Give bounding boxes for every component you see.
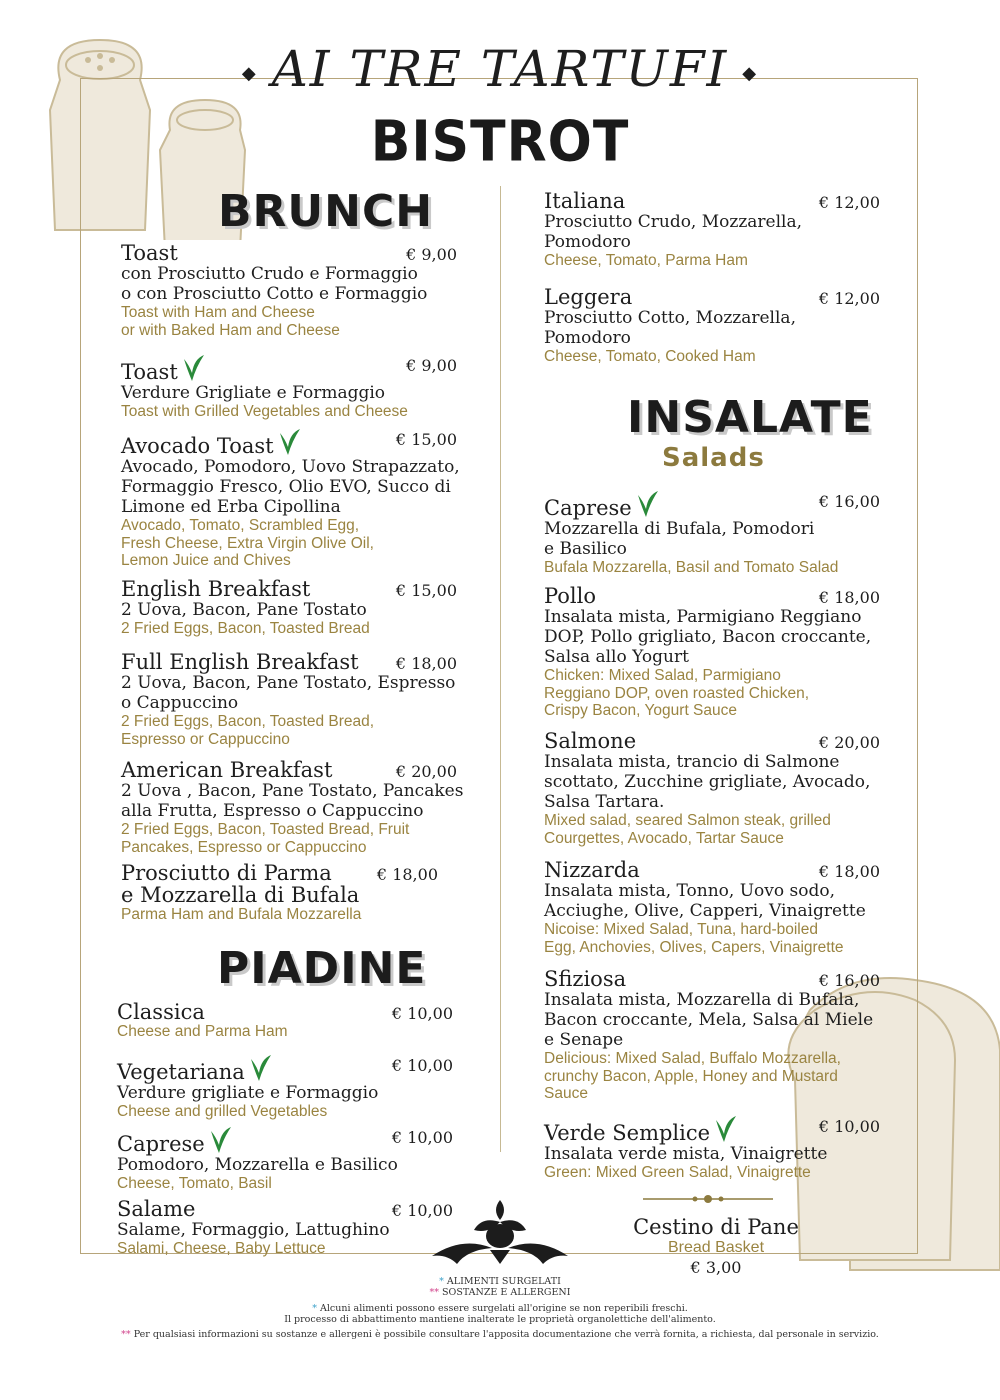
item-description-italian: Insalata mista, Mozzarella di Bufala,	[544, 990, 860, 1010]
diamond-ornament-icon: ◆	[742, 62, 759, 84]
restaurant-title	[0, 40, 1000, 98]
item-description-english: Avocado, Tomato, Scrambled Egg,	[121, 517, 360, 534]
item-name: American Breakfast	[121, 758, 333, 782]
item-name: e Mozzarella di Bufala	[121, 883, 360, 907]
item-description-italian: Insalata verde mista, Vinaigrette	[544, 1144, 828, 1164]
item-description-italian: Limone ed Erba Cipollina	[121, 497, 341, 517]
item-name: Caprese	[117, 1125, 497, 1155]
frozen-note	[0, 1303, 1000, 1325]
item-price: € 18,00	[818, 862, 880, 881]
item-price: € 20,00	[818, 733, 880, 752]
item-price: € 15,00	[395, 430, 457, 449]
item-description-italian: alla Frutta, Espresso o Cappuccino	[121, 801, 424, 821]
item-description-english: Salami, Cheese, Baby Lettuce	[117, 1240, 326, 1257]
item-price: € 16,00	[818, 971, 880, 990]
item-description-english: crunchy Bacon, Apple, Honey and Mustard	[544, 1067, 838, 1085]
item-description-italian: Formaggio Fresco, Olio EVO, Succo di	[121, 477, 451, 497]
item-description-italian: Insalata mista, Tonno, Uovo sodo,	[544, 881, 836, 901]
section-title-insalate: INSALATE	[627, 392, 873, 443]
frozen-star-icon: *	[439, 1276, 444, 1287]
item-description-italian: Pomodoro	[544, 232, 631, 252]
restaurant-subtitle: BISTROT	[370, 109, 630, 175]
item-description-italian: Verdure Grigliate e Formaggio	[121, 383, 386, 403]
item-description-english: Crispy Bacon, Yogurt Sauce	[544, 702, 738, 719]
item-description-italian: Insalata mista, Parmigiano Reggiano	[544, 607, 862, 627]
item-description-italian: 2 Uova, Bacon, Pane Tostato, Espresso	[121, 673, 456, 693]
item-description-english: Espresso or Cappuccino	[121, 730, 290, 748]
item-description-italian: Salsa allo Yogurt	[544, 647, 689, 667]
item-description-italian: Salame, Formaggio, Lattughino	[117, 1220, 390, 1240]
item-description-italian: Pomodoro	[544, 328, 631, 348]
item-price: € 10,00	[391, 1004, 453, 1023]
bread-basket-name: Cestino di Pane	[633, 1215, 799, 1239]
item-description-english: Pancakes, Espresso or Cappuccino	[121, 838, 367, 856]
item-description-italian: Prosciutto Crudo, Mozzarella,	[544, 212, 803, 232]
item-name: Toast	[121, 353, 501, 383]
item-description-english: Fresh Cheese, Extra Virgin Olive Oil,	[121, 534, 374, 552]
item-price: € 10,00	[391, 1056, 453, 1075]
item-description-english: Cheese, Tomato, Cooked Ham	[544, 348, 756, 365]
diamond-ornament-icon: ◆	[241, 62, 258, 84]
item-price: € 18,00	[395, 654, 457, 673]
item-description-italian: Avocado, Pomodoro, Uovo Strapazzato,	[121, 457, 460, 477]
item-description-italian: Prosciutto Cotto, Mozzarella,	[544, 308, 796, 328]
item-description-italian: o con Prosciutto Cotto e Formaggio	[121, 284, 428, 304]
item-description-italian: Mozzarella di Bufala, Pomodori	[544, 519, 815, 539]
item-name: Vegetariana	[117, 1053, 497, 1083]
item-description-english: Mixed salad, seared Salmon steak, grilled	[544, 812, 831, 829]
item-description-italian: Pomodoro, Mozzarella e Basilico	[117, 1155, 398, 1175]
item-name: Verde Semplice	[544, 1114, 924, 1144]
item-description-english: Toast with Ham and Cheese	[121, 304, 315, 321]
item-description-italian: e Basilico	[544, 539, 627, 559]
item-description-italian: Acciughe, Olive, Capperi, Vinaigrette	[544, 901, 866, 921]
item-name: Italiana	[544, 189, 626, 213]
legend-allergens: SOSTANZE E ALLERGENI	[442, 1287, 571, 1298]
bread-basket-price: € 3,00	[690, 1258, 742, 1277]
item-name: Pollo	[544, 584, 596, 608]
section-title-piadine: PIADINE	[217, 943, 427, 994]
item-description-english: Egg, Anchovies, Olives, Capers, Vinaigrette	[544, 938, 844, 956]
item-description-english: Parma Ham and Bufala Mozzarella	[121, 906, 362, 923]
item-price: € 18,00	[376, 865, 438, 884]
allergen-star-icon: **	[121, 1329, 131, 1340]
item-description-english: Delicious: Mixed Salad, Buffalo Mozzarella,	[544, 1050, 841, 1067]
item-name: Salmone	[544, 729, 637, 753]
item-description-italian: Verdure grigliate e Formaggio	[117, 1083, 379, 1103]
item-description-italian: Bacon croccante, Mela, Salsa al Miele	[544, 1010, 874, 1030]
item-description-english: Cheese, Tomato, Basil	[117, 1175, 272, 1192]
item-price: € 18,00	[818, 588, 880, 607]
item-price: € 16,00	[818, 492, 880, 511]
item-description-english: Sauce	[544, 1085, 588, 1102]
allergen-note-text: Per qualsiasi informazioni su sostanze e allergeni è possibile consultare l'apposita documentazione che verrà fornita, a richiesta, dal personale in servizio.	[133, 1329, 879, 1340]
item-description-english: Cheese, Tomato, Parma Ham	[544, 252, 748, 269]
item-price: € 9,00	[406, 245, 457, 264]
item-description-english: Chicken: Mixed Salad, Parmigiano	[544, 667, 781, 684]
floral-ornament-icon	[430, 1196, 570, 1276]
allergen-star-icon: **	[429, 1287, 439, 1298]
item-name: Nizzarda	[544, 858, 640, 882]
legend-frozen: ALIMENTI SURGELATI	[446, 1276, 561, 1287]
item-description-english: 2 Fried Eggs, Bacon, Toasted Bread, Fruit	[121, 821, 410, 838]
item-description-english: Green: Mixed Green Salad, Vinaigrette	[544, 1164, 811, 1181]
vegetarian-leaf-icon	[276, 427, 302, 457]
item-name: Classica	[117, 1000, 205, 1024]
allergen-note	[0, 1329, 1000, 1340]
item-description-italian: DOP, Pollo grigliato, Bacon croccante,	[544, 627, 872, 647]
item-description-english: Courgettes, Avocado, Tartar Sauce	[544, 829, 784, 847]
bread-basket-english: Bread Basket	[667, 1239, 765, 1256]
item-description-italian: Insalata mista, trancio di Salmone	[544, 752, 840, 772]
item-name: Avocado Toast	[121, 427, 501, 457]
section-title-brunch: BRUNCH	[218, 186, 434, 237]
item-description-english: Cheese and grilled Vegetables	[117, 1103, 328, 1120]
item-description-english: Reggiano DOP, oven roasted Chicken,	[544, 684, 810, 702]
item-description-english: Lemon Juice and Chives	[121, 552, 291, 569]
menu-item	[121, 862, 501, 924]
vegetarian-leaf-icon	[207, 1125, 233, 1155]
item-description-italian: 2 Uova, Bacon, Pane Tostato	[121, 600, 367, 620]
item-name: Sfiziosa	[544, 967, 627, 991]
item-description-english: Cheese and Parma Ham	[117, 1023, 288, 1040]
item-price: € 10,00	[391, 1201, 453, 1220]
frozen-star-icon: *	[312, 1303, 317, 1314]
vegetarian-leaf-icon	[247, 1053, 273, 1083]
item-name: English Breakfast	[121, 577, 311, 601]
item-price: € 12,00	[818, 193, 880, 212]
item-name: Prosciutto di Parma	[121, 861, 332, 885]
item-name: Full English Breakfast	[121, 650, 359, 674]
frozen-note-line2: Il processo di abbattimento mantiene inalterate le proprietà organolettiche dell'alimento.	[284, 1314, 716, 1325]
vegetarian-leaf-icon	[712, 1114, 738, 1144]
item-name: Caprese	[544, 489, 924, 519]
item-price: € 10,00	[391, 1128, 453, 1147]
section-subtitle-salads: Salads	[662, 443, 765, 473]
item-description-english: Bufala Mozzarella, Basil and Tomato Salad	[544, 559, 839, 576]
item-description-italian: scottato, Zucchine grigliate, Avocado,	[544, 772, 871, 792]
item-price: € 12,00	[818, 289, 880, 308]
item-description-english: 2 Fried Eggs, Bacon, Toasted Bread,	[121, 713, 375, 730]
item-name: Leggera	[544, 285, 633, 309]
item-description-english: or with Baked Ham and Cheese	[121, 321, 340, 339]
item-description-italian: e Senape	[544, 1030, 624, 1050]
vegetarian-leaf-icon	[180, 353, 206, 383]
bread-basket	[600, 1216, 832, 1278]
item-description-italian: Salsa Tartara.	[544, 792, 665, 812]
item-price: € 9,00	[406, 356, 457, 375]
item-price: € 15,00	[395, 581, 457, 600]
item-description-english: Nicoise: Mixed Salad, Tuna, hard-boiled	[544, 921, 818, 938]
ornament-divider-icon	[643, 1192, 773, 1206]
item-description-english: Toast with Grilled Vegetables and Cheese	[121, 403, 408, 420]
item-description-italian: 2 Uova , Bacon, Pane Tostato, Pancakes	[121, 781, 464, 801]
frozen-note-line1: Alcuni alimenti possono essere surgelati all'origine se non reperibili freschi.	[320, 1303, 688, 1314]
restaurant-name: AI TRE TARTUFI	[271, 40, 729, 98]
item-price: € 10,00	[818, 1117, 880, 1136]
item-description-english: 2 Fried Eggs, Bacon, Toasted Bread	[121, 620, 370, 637]
vegetarian-leaf-icon	[634, 489, 660, 519]
item-description-italian: con Prosciutto Crudo e Formaggio	[121, 264, 418, 284]
allergen-legend	[0, 1276, 1000, 1298]
item-name: Toast	[121, 241, 178, 265]
item-price: € 20,00	[395, 762, 457, 781]
item-name: Salame	[117, 1197, 196, 1221]
item-description-italian: o Cappuccino	[121, 693, 239, 713]
